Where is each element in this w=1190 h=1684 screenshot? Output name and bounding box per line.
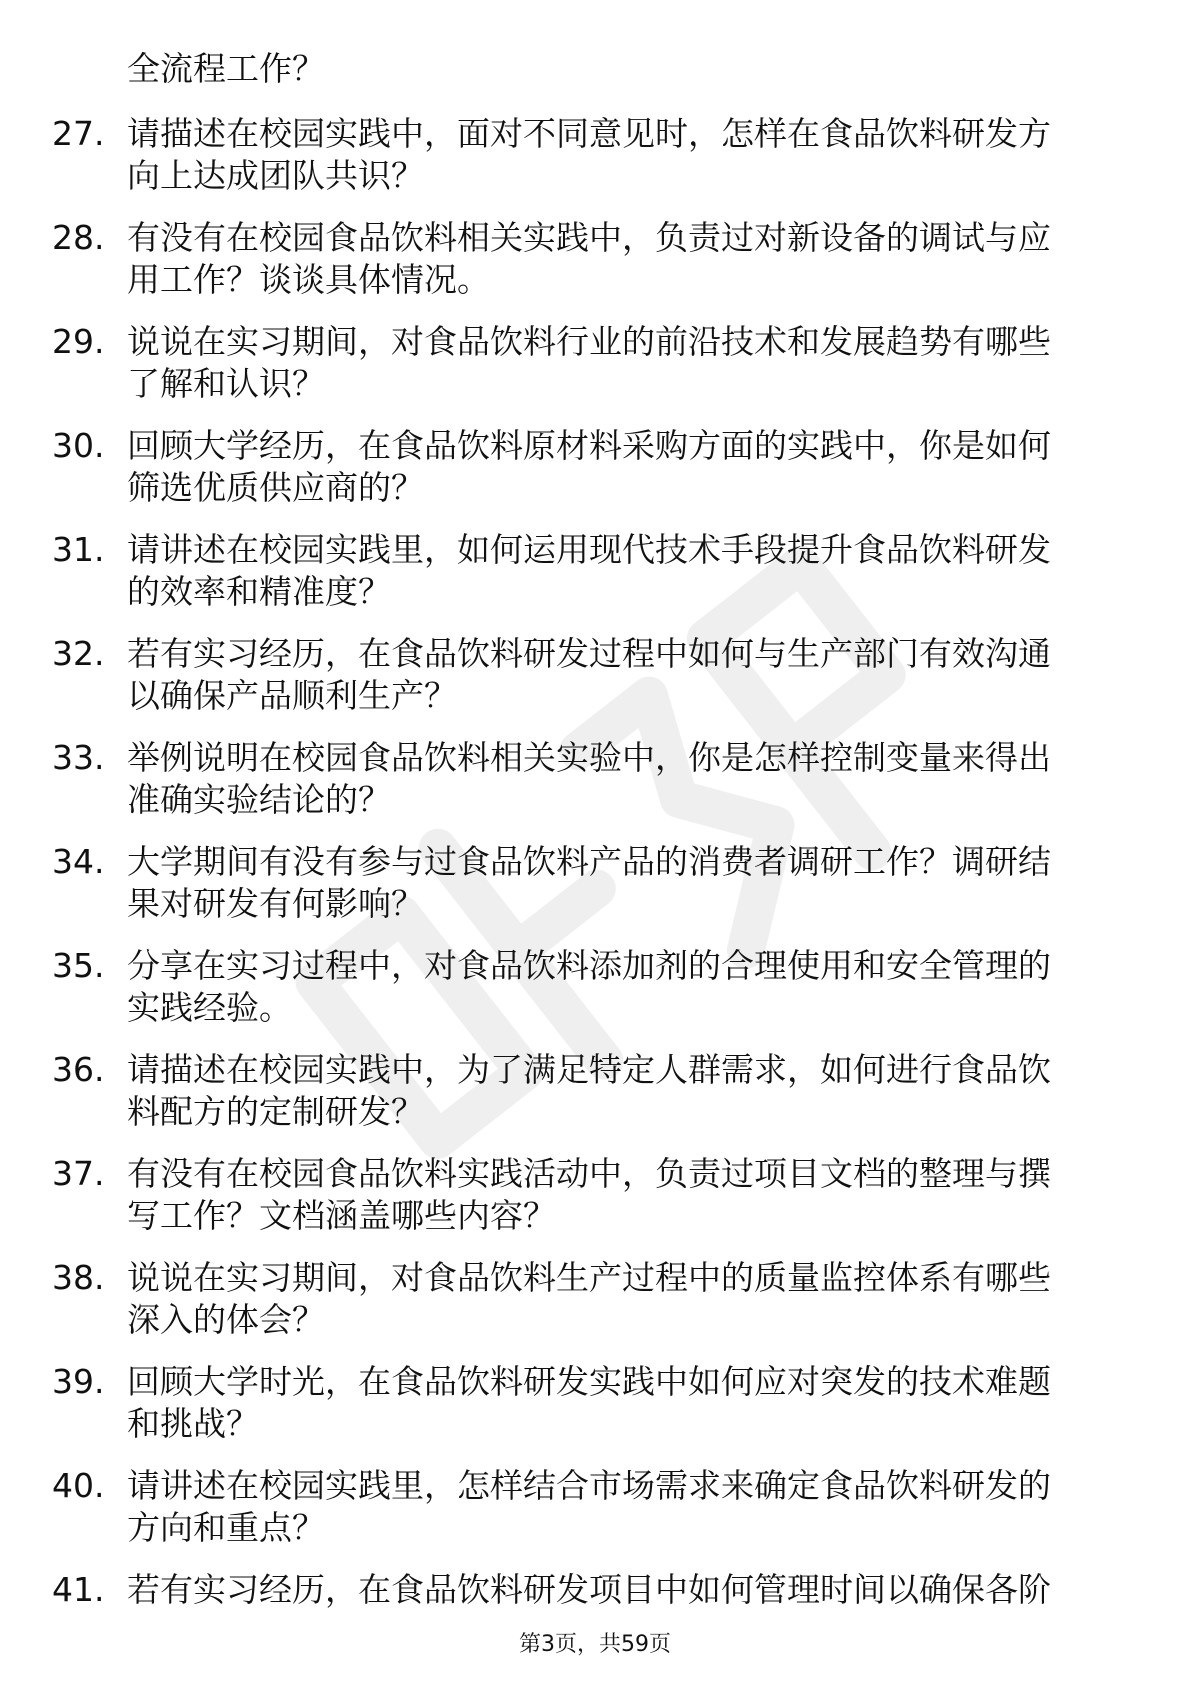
question-text-line: 有没有在校园食品饮料实践活动中，负责过项目文档的整理与撰 <box>127 1154 1051 1193</box>
continuation-line: 全流程工作？ <box>127 49 325 88</box>
question-number: 33. <box>52 738 105 777</box>
question-text-line: 写工作？文档涵盖哪些内容？ <box>127 1196 556 1235</box>
question-item <box>52 321 1112 425</box>
question-number: 35. <box>52 946 105 985</box>
question-text-line: 和挑战？ <box>127 1404 259 1443</box>
question-number: 38. <box>52 1258 105 1297</box>
question-text-line: 回顾大学时光，在食品饮料研发实践中如何应对突发的技术难题 <box>127 1362 1051 1401</box>
question-item <box>52 1465 1112 1569</box>
question-text-line: 深入的体会？ <box>127 1300 325 1339</box>
question-text-line: 请描述在校园实践中，面对不同意见时，怎样在食品饮料研发方 <box>127 114 1051 153</box>
question-item <box>52 1049 1112 1153</box>
question-item <box>52 841 1112 945</box>
question-text-line: 请讲述在校园实践里，如何运用现代技术手段提升食品饮料研发 <box>127 530 1051 569</box>
question-text <box>127 321 1127 405</box>
question-number: 34. <box>52 842 105 881</box>
question-text-line: 向上达成团队共识？ <box>127 156 424 195</box>
question-text-line: 以确保产品顺利生产？ <box>127 676 457 715</box>
question-item <box>52 113 1112 217</box>
question-text <box>127 217 1127 301</box>
question-text <box>127 1257 1127 1341</box>
question-text-line: 果对研发有何影响？ <box>127 884 424 923</box>
question-number: 31. <box>52 530 105 569</box>
question-text <box>127 1153 1127 1237</box>
question-number: 28. <box>52 218 105 257</box>
question-number: 37. <box>52 1154 105 1193</box>
question-item <box>52 737 1112 841</box>
question-number: 27. <box>52 114 105 153</box>
question-text-line: 回顾大学经历，在食品饮料原材料采购方面的实践中，你是如何 <box>127 426 1051 465</box>
question-text-line: 请描述在校园实践中，为了满足特定人群需求，如何进行食品饮 <box>127 1050 1051 1089</box>
question-item <box>52 1153 1112 1257</box>
question-text-line: 请讲述在校园实践里，怎样结合市场需求来确定食品饮料研发的 <box>127 1466 1051 1505</box>
question-text <box>127 1569 1127 1611</box>
question-text <box>127 425 1127 509</box>
question-item <box>52 633 1112 737</box>
question-number: 32. <box>52 634 105 673</box>
question-text-line: 筛选优质供应商的？ <box>127 468 424 507</box>
question-text-line: 用工作？谈谈具体情况。 <box>127 260 490 299</box>
question-text-line: 分享在实习过程中，对食品饮料添加剂的合理使用和安全管理的 <box>127 946 1051 985</box>
question-text-line: 方向和重点？ <box>127 1508 325 1547</box>
question-item <box>52 425 1112 529</box>
question-text-line: 有没有在校园食品饮料相关实践中，负责过对新设备的调试与应 <box>127 218 1051 257</box>
question-number: 30. <box>52 426 105 465</box>
question-text-line: 说说在实习期间，对食品饮料生产过程中的质量监控体系有哪些 <box>127 1258 1051 1297</box>
question-text-line: 举例说明在校园食品饮料相关实验中，你是怎样控制变量来得出 <box>127 738 1051 777</box>
question-number: 36. <box>52 1050 105 1089</box>
question-item <box>52 217 1112 321</box>
question-number: 40. <box>52 1466 105 1505</box>
question-text <box>127 633 1127 717</box>
question-text <box>127 529 1127 613</box>
question-text <box>127 841 1127 925</box>
question-text-line: 准确实验结论的？ <box>127 780 391 819</box>
question-number: 39. <box>52 1362 105 1401</box>
question-text-line: 说说在实习期间，对食品饮料行业的前沿技术和发展趋势有哪些 <box>127 322 1051 361</box>
page-footer: 第3页，共59页 <box>519 1632 671 1657</box>
question-text <box>127 1049 1127 1133</box>
question-item <box>52 1257 1112 1361</box>
question-item <box>52 1361 1112 1465</box>
question-list <box>52 113 1112 1673</box>
question-text <box>127 945 1127 1029</box>
question-text <box>127 113 1127 197</box>
question-number: 41. <box>52 1570 105 1609</box>
question-text <box>127 1361 1127 1445</box>
question-text-line: 的效率和精准度？ <box>127 572 391 611</box>
question-text-line: 若有实习经历，在食品饮料研发过程中如何与生产部门有效沟通 <box>127 634 1051 673</box>
question-text-line: 若有实习经历，在食品饮料研发项目中如何管理时间以确保各阶 <box>127 1570 1051 1609</box>
question-text-line: 大学期间有没有参与过食品饮料产品的消费者调研工作？调研结 <box>127 842 1051 881</box>
question-number: 29. <box>52 322 105 361</box>
question-text-line: 了解和认识？ <box>127 364 325 403</box>
question-text <box>127 737 1127 821</box>
question-text <box>127 1465 1127 1549</box>
question-item <box>52 529 1112 633</box>
question-text-line: 料配方的定制研发？ <box>127 1092 424 1131</box>
question-text-line: 实践经验。 <box>127 988 292 1027</box>
question-item <box>52 945 1112 1049</box>
